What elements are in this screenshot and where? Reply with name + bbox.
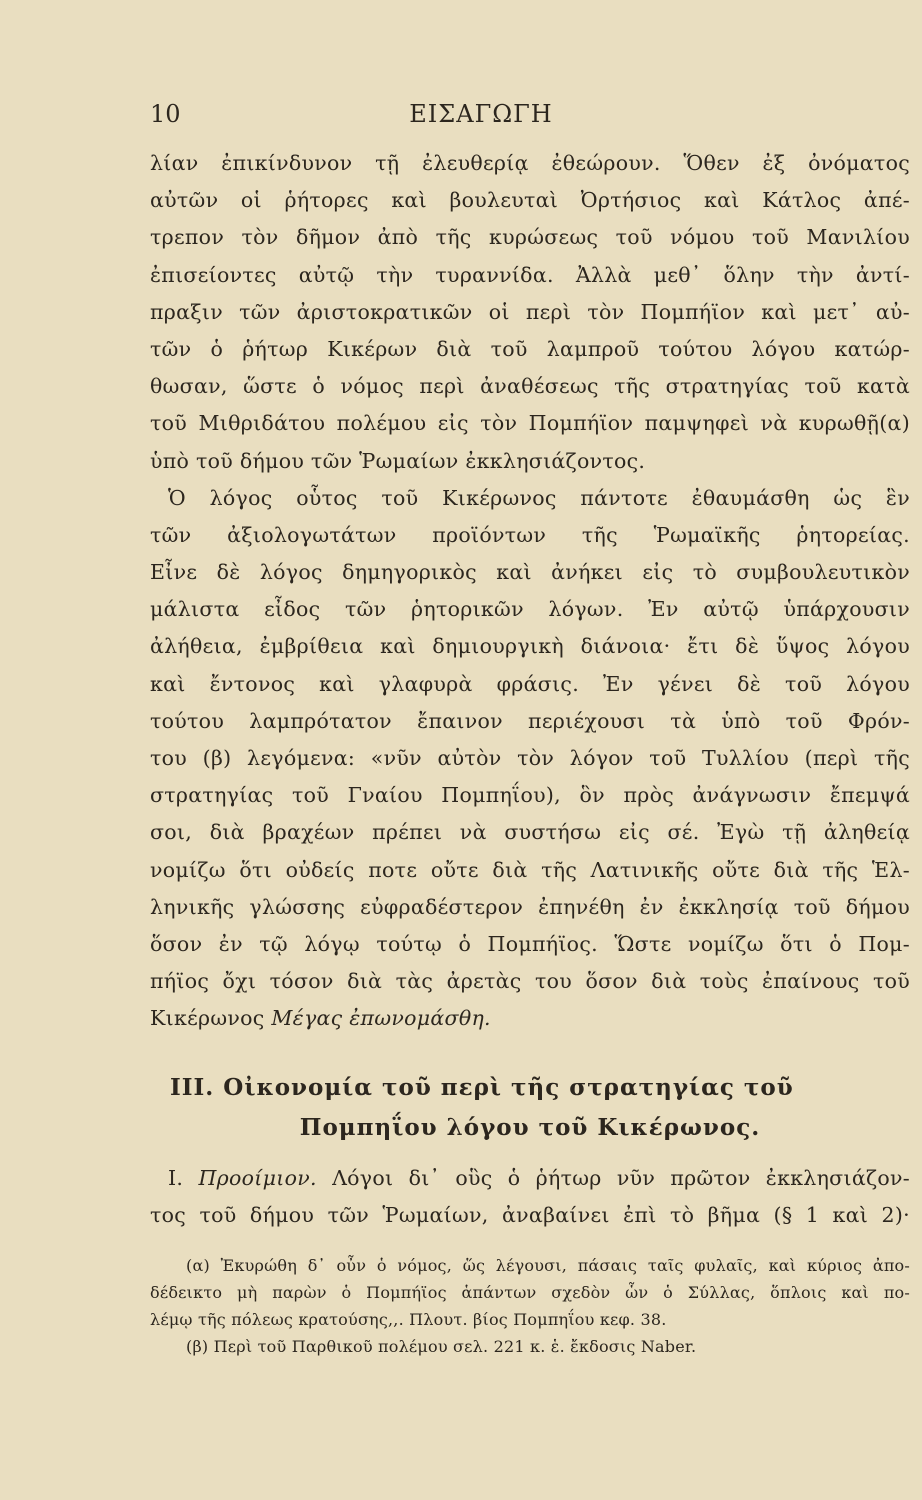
footnote-line: δέδεικτο μὴ παρὼν ὁ Πομπήϊος ἁπάντων σχεδὸν ὧν ὁ Σύλλας, ὅπλοις καὶ πο- <box>150 1283 910 1302</box>
section-paragraph <box>150 1160 910 1234</box>
text-fragment: Λόγοι δι᾽ οὓς ὁ ῥήτωρ νῦν πρῶτον ἐκκλησιάζον- <box>332 1166 910 1190</box>
footnote-line: λέμῳ τῆς πόλεως κρατούσης,,. Πλουτ. βίος Πομπηΐου κεφ. 38. <box>150 1310 667 1329</box>
text-line: θωσαν, ὥστε ὁ νόμος περὶ ἀναθέσεως τῆς στρατηγίας τοῦ κατὰ <box>150 374 910 399</box>
footnotes <box>150 1252 910 1360</box>
text-line: Ὁ λόγος οὗτος τοῦ Κικέρωνος πάντοτε ἐθαυμάσθη ὡς ἓν <box>168 485 910 510</box>
heading-line: ΙΙΙ. Οἰκονομία τοῦ περὶ τῆς στρατηγίας τοῦ <box>170 1074 794 1101</box>
text-line: τῶν ὁ ῥήτωρ Κικέρων διὰ τοῦ λαμπροῦ τούτου λόγου κατώρ- <box>150 336 910 361</box>
text-line: ὑπὸ τοῦ δήμου τῶν Ῥωμαίων ἐκκλησιάζοντος. <box>150 448 646 473</box>
text-line <box>150 1160 910 1197</box>
text-line: του (β) λεγόμενα: «νῦν αὐτὸν τὸν λόγον τοῦ Τυλλίου (περὶ τῆς <box>150 746 910 770</box>
paragraph-label: Ι. <box>168 1166 184 1190</box>
text-line: τῶν ἀξιολογωτάτων προϊόντων τῆς Ῥωμαϊκῆς ῥητορείας. <box>150 522 910 547</box>
text-line: καὶ ἔντονος καὶ γλαφυρὰ φράσις. Ἐν γένει δὲ τοῦ λόγου <box>150 671 910 696</box>
text-line: Εἶνε δὲ λόγος δημηγορικὸς καὶ ἀνήκει εἰς τὸ συμβουλευτικὸν <box>150 560 910 585</box>
main-text <box>150 145 910 1038</box>
text-line: σοι, διὰ βραχέων πρέπει νὰ συστήσω εἰς σέ. Ἐγὼ τῇ ἀληθείᾳ <box>150 820 910 845</box>
text-line: νομίζω ὅτι οὐδείς ποτε οὔτε διὰ τῆς Λατινικῆς οὔτε διὰ τῆς Ἑλ- <box>150 857 910 882</box>
running-head: ΕΙΣΑΓΩΓΗ <box>409 100 553 128</box>
section-heading <box>150 1068 910 1148</box>
text-line: τος τοῦ δήμου τῶν Ῥωμαίων, ἀναβαίνει ἐπὶ τὸ βῆμα (§ 1 καὶ 2)· <box>150 1203 910 1228</box>
page-header <box>150 100 812 134</box>
heading-line: Πομπηΐου λόγου τοῦ Κικέρωνος. <box>299 1114 761 1141</box>
text-line <box>150 1000 910 1037</box>
text-line: τρεπον τὸν δῆμον ἀπὸ τῆς κυρώσεως τοῦ νόμου τοῦ Μανιλίου <box>150 225 910 250</box>
text-line: ὅσον ἐν τῷ λόγῳ τούτῳ ὁ Πομπήϊος. Ὥστε νομίζω ὅτι ὁ Πομ- <box>150 931 910 956</box>
text-line: ληνικῆς γλώσσης εὐφραδέστερον ἐπηνέθη ἐν ἐκκλησίᾳ τοῦ δήμου <box>150 894 910 919</box>
text-line: τοῦ Μιθριδάτου πολέμου εἰς τὸν Πομπήϊον παμψηφεὶ νὰ κυρωθῇ(α) <box>150 411 910 436</box>
text-line: ἀλήθεια, ἐμβρίθεια καὶ δημιουργικὴ διάνοια· ἔτι δὲ ὕψος λόγου <box>150 634 910 659</box>
footnote-line: (α) Ἐκυρώθη δ᾽ οὖν ὁ νόμος, ὥς λέγουσι, πάσαις ταῖς φυλαῖς, καὶ κύριος ἀπο- <box>186 1256 910 1275</box>
text-line: πήϊος ὄχι τόσον διὰ τὰς ἀρετὰς του ὅσον διὰ τοὺς ἐπαίνους τοῦ <box>150 969 910 994</box>
text-line: τούτου λαμπρότατον ἔπαινον περιέχουσι τὰ ὑπὸ τοῦ Φρόν- <box>150 708 910 733</box>
footnote-line: (β) Περὶ τοῦ Παρθικοῦ πολέμου σελ. 221 κ. ἑ. ἔκδοσις Naber. <box>186 1337 697 1356</box>
text-line: λίαν ἐπικίνδυνον τῇ ἐλευθερίᾳ ἐθεώρουν. Ὅθεν ἐξ ὀνόματος <box>150 151 910 175</box>
text-line: πραξιν τῶν ἀριστοκρατικῶν οἱ περὶ τὸν Πομπήϊον καὶ μετ᾽ αὐ- <box>150 299 910 324</box>
text-line: στρατηγίας τοῦ Γναίου Πομπηΐου), ὃν πρὸς ἀνάγνωσιν ἔπεμψά <box>150 783 910 808</box>
text-line: αὐτῶν οἱ ῥήτορες καὶ βουλευταὶ Ὀρτήσιος καὶ Κάτλος ἀπέ- <box>150 188 910 213</box>
text-line: ἐπισείοντες αὐτῷ τὴν τυραννίδα. Ἀλλὰ μεθ᾽ ὅλην τὴν ἀντί- <box>150 262 910 287</box>
text-fragment: Κικέρωνος <box>150 1006 265 1031</box>
page-number: 10 <box>150 100 181 128</box>
text-line: μάλιστα εἶδος τῶν ῥητορικῶν λόγων. Ἐν αὐτῷ ὑπάρχουσιν <box>150 597 910 622</box>
paragraph-title: Προοίμιον. <box>198 1166 317 1190</box>
italic-epithet: Μέγας ἐπωνομάσθη. <box>271 1006 491 1031</box>
